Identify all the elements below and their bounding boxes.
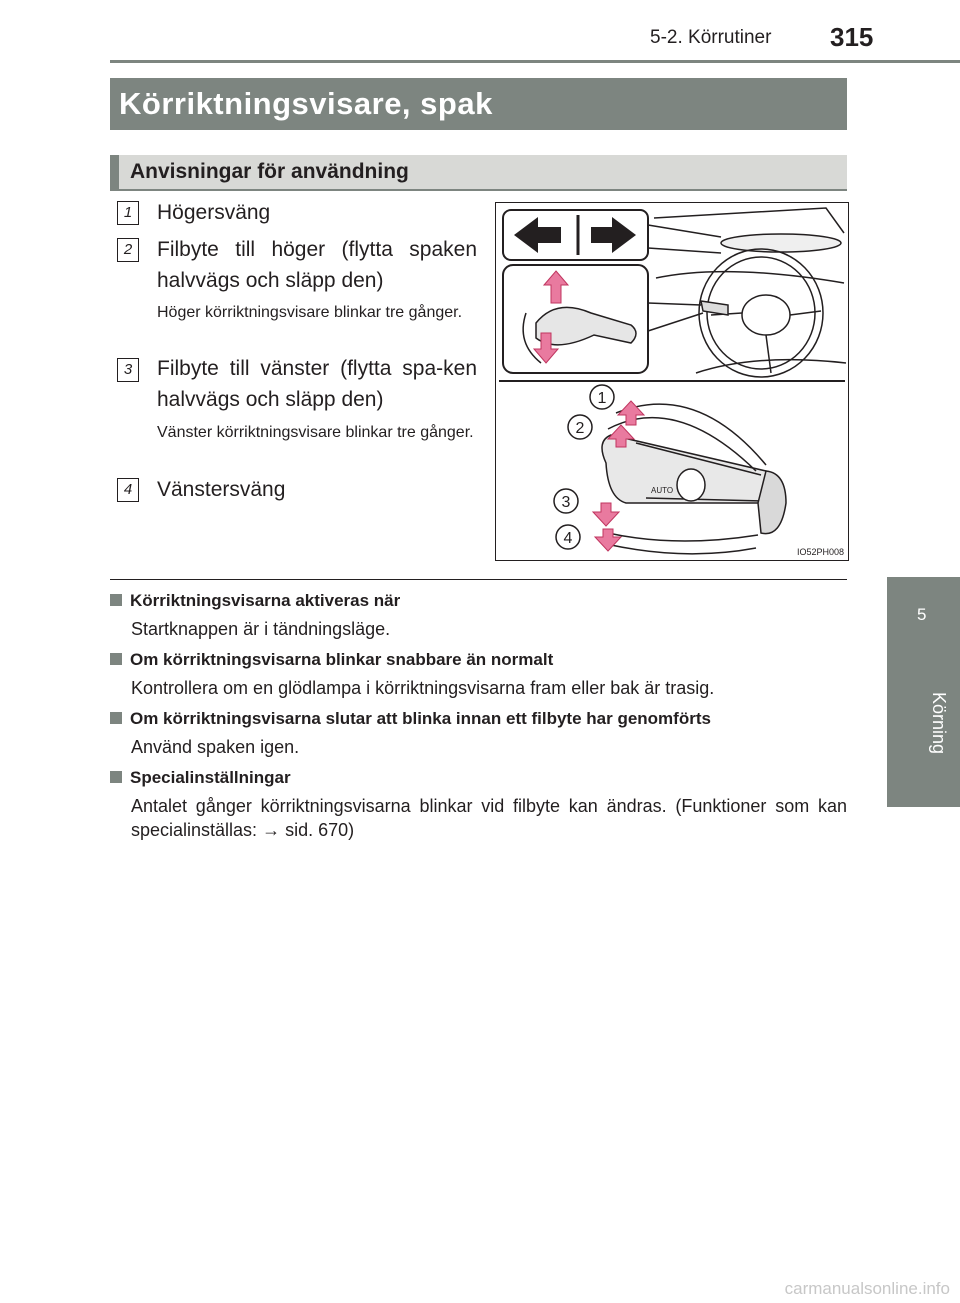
bullet-square-icon xyxy=(110,653,122,665)
figure-code: IO52PH008 xyxy=(796,547,844,557)
subheading-bar xyxy=(110,155,847,191)
subheading-accent xyxy=(110,155,119,189)
step-text-4: Vänstersväng xyxy=(157,478,286,501)
chapter-number: 5 xyxy=(917,605,927,624)
step-text-2: Filbyte till höger (flytta spaken halvvägs och släpp den) xyxy=(157,238,477,292)
section-rule xyxy=(110,579,847,580)
callout-4: 4 xyxy=(563,530,573,547)
step-note-3: Vänster körriktningsvisare blinkar tre gånger. xyxy=(157,424,474,441)
bullet-square-icon xyxy=(110,594,122,606)
bullet-square-icon xyxy=(110,771,122,783)
info-heading-3: Om körriktningsvisarna slutar att blinka innan ett filbyte har genomförts xyxy=(110,709,711,729)
info-body-3: Använd spaken igen. xyxy=(131,737,300,757)
footer-watermark: carmanualsonline.info xyxy=(784,1279,950,1298)
info-body-2: Kontrollera om en glödlampa i körriktningsvisarna fram eller bak är trasig. xyxy=(131,678,715,698)
chapter-label: Körning xyxy=(929,692,949,755)
info-heading-1: Körriktningsvisarna aktiveras när xyxy=(110,591,400,611)
chapter-side-tab[interactable] xyxy=(887,577,960,807)
step-text-3: Filbyte till vänster (flytta spa-ken halvvägs och släpp den) xyxy=(157,357,477,411)
header-rule xyxy=(110,60,960,63)
info-body-1: Startknappen är i tändningsläge. xyxy=(131,619,391,639)
step-number-4: 4 xyxy=(117,478,139,502)
info-heading-4: Specialinställningar xyxy=(110,768,291,788)
lever-auto-label: AUTO xyxy=(651,486,674,495)
title-bar xyxy=(110,78,847,130)
lever-arrow-4 xyxy=(595,529,621,551)
lever-arrow-3 xyxy=(593,503,619,526)
step-note-2: Höger körriktningsvisare blinkar tre gånger. xyxy=(157,304,463,321)
step-number-3: 3 xyxy=(117,358,139,382)
info-body-4: Antalet gånger körriktningsvisarna blinkar vid filbyte kan ändras. (Funktioner som kan specialinställas: → sid. 670) xyxy=(131,796,847,840)
header-section-title: 5-2. Körrutiner xyxy=(650,27,772,48)
bullet-square-icon xyxy=(110,712,122,724)
callout-2: 2 xyxy=(575,420,585,437)
page-number: 315 xyxy=(830,22,874,52)
page-title: Körriktningsvisare, spak xyxy=(119,86,493,121)
lever-illustration xyxy=(496,203,848,560)
lever-arrow-1 xyxy=(618,401,644,425)
subheading: Anvisningar för användning xyxy=(130,160,409,183)
step-text-1: Högersväng xyxy=(157,201,271,224)
callout-3: 3 xyxy=(561,494,571,511)
step-number-2: 2 xyxy=(117,238,139,262)
info-heading-2: Om körriktningsvisarna blinkar snabbare än normalt xyxy=(110,650,553,670)
callout-1: 1 xyxy=(597,390,607,407)
step-number-1: 1 xyxy=(117,201,139,225)
turn-signal-figure xyxy=(495,202,849,561)
